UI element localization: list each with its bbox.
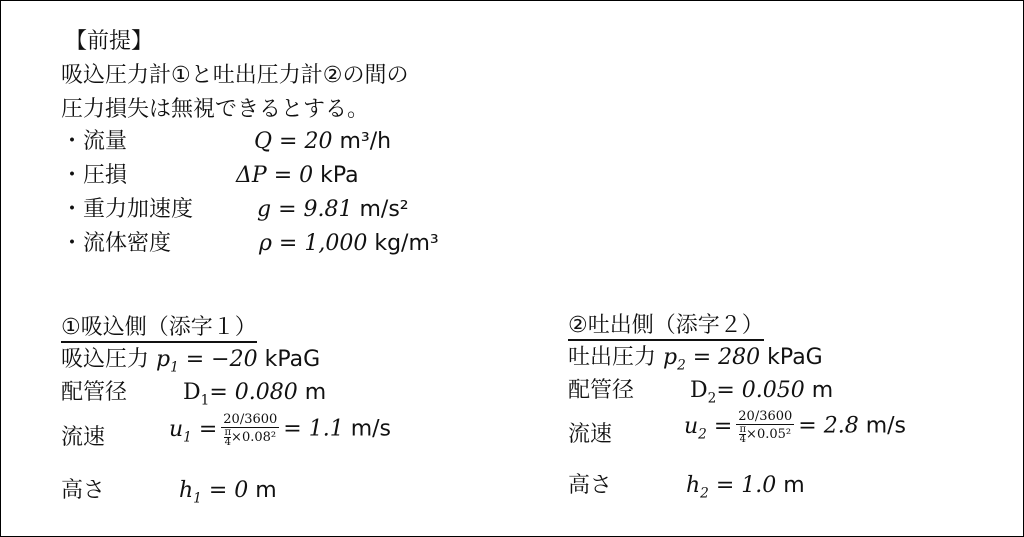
pi-numerator: π [224, 427, 232, 438]
discharge-pressure-unit: kPaG [767, 345, 823, 370]
equals-value: = 9.81 [271, 197, 360, 222]
discharge-velocity-unit: m/s [865, 413, 907, 439]
discharge-height-value: = 1.0 [708, 473, 784, 498]
condition-formula [254, 128, 391, 156]
suction-heading [61, 314, 257, 342]
suction-pressure-unit: kPaG [264, 347, 321, 372]
suction-height-unit: m [255, 478, 277, 503]
premise-line-1: 吸込圧力計①と吐出圧力計②の間の [61, 63, 409, 88]
premise-line-2: 圧力損失は無視できるとする。 [61, 97, 370, 122]
suction-velocity-value: = 1.1 [283, 416, 351, 442]
discharge-pressure-row [568, 344, 823, 379]
discharge-diameter-unit: m [811, 378, 834, 403]
suction-diameter-label: 配管径 [61, 380, 128, 405]
condition-density [61, 230, 439, 258]
suction-pressure-row [61, 346, 320, 381]
condition-label: ・流量 [61, 129, 128, 154]
discharge-diameter-value: = 0.050 [716, 378, 812, 403]
discharge-height-formula [686, 472, 805, 507]
equals-value: = 20 [272, 129, 340, 154]
u1-symbol: $u_1$ = [169, 416, 218, 445]
fraction-denominator [221, 428, 279, 447]
suction-height-value: = 0 [201, 478, 256, 503]
suction-diameter-value: = 0.080 [209, 380, 305, 405]
discharge-height-row [568, 472, 805, 502]
unit: m³/h [339, 129, 392, 154]
suction-diameter-formula [183, 379, 326, 414]
p1-symbol: $p_1$ [149, 347, 179, 376]
discharge-pressure-value: = 280 [685, 345, 768, 370]
premise-title: 【前提】 [65, 29, 154, 54]
suction-height-formula [179, 477, 277, 512]
suction-pressure-value: = −20 [178, 347, 265, 372]
h1-symbol: $h_1$ [179, 478, 202, 507]
condition-label: ・圧損 [61, 163, 128, 188]
fraction-denominator-tail: ×0.08² [231, 430, 277, 445]
pi-denominator: 4 [739, 434, 746, 445]
discharge-velocity-row [568, 409, 907, 449]
discharge-height-unit: m [783, 473, 805, 498]
suction-height-label: 高さ [61, 478, 106, 503]
discharge-velocity-formula [684, 409, 906, 448]
discharge-height-label: 高さ [568, 473, 613, 498]
equals-value: = 1,000 [271, 231, 375, 256]
unit: kPa [320, 163, 359, 188]
suction-velocity-unit: m/s [350, 416, 392, 442]
suction-height-row [61, 477, 277, 507]
condition-pressure-loss [61, 162, 359, 190]
unit: kg/m³ [374, 231, 439, 256]
symbol: ρ [259, 231, 272, 256]
condition-label: ・重力加速度 [61, 197, 194, 222]
fraction-denominator [736, 425, 794, 444]
fraction-numerator: 20/3600 [738, 409, 793, 424]
symbol: g [257, 197, 272, 222]
equals-value: = 0 [266, 163, 321, 188]
pi-denominator: 4 [224, 437, 231, 448]
suction-diameter-unit: m [304, 380, 327, 405]
velocity-fraction [736, 409, 794, 444]
suction-diameter-row [61, 379, 327, 409]
condition-label: ・流体密度 [61, 231, 172, 256]
discharge-velocity-label: 流速 [568, 422, 613, 447]
condition-gravity [61, 196, 409, 224]
condition-formula [236, 162, 359, 190]
discharge-velocity-value: = 2.8 [798, 413, 866, 439]
suction-velocity-label: 流速 [61, 425, 106, 450]
symbol: ΔP [236, 163, 267, 188]
velocity-fraction [221, 412, 279, 447]
condition-flow [61, 128, 392, 156]
unit: m/s² [359, 197, 409, 222]
d2-symbol: $D_2$ [690, 378, 717, 407]
suction-velocity-formula [169, 412, 391, 451]
h2-symbol: $h_2$ [686, 473, 709, 502]
discharge-diameter-label: 配管径 [568, 378, 635, 403]
u2-symbol: $u_2$ = [684, 413, 733, 442]
suction-pressure-label: 吸込圧力 [61, 347, 150, 372]
symbol: Q [254, 129, 273, 154]
discharge-heading-text: ②吐出側（添字２） [568, 313, 764, 341]
d1-symbol: $D_1$ [183, 380, 210, 409]
condition-formula [257, 196, 409, 224]
discharge-heading [568, 312, 764, 340]
condition-formula [259, 230, 439, 258]
suction-heading-text: ①吸込側（添字１） [61, 315, 257, 343]
fraction-denominator-tail: ×0.05² [746, 427, 792, 442]
suction-velocity-row [61, 412, 392, 452]
discharge-diameter-formula [690, 377, 833, 412]
discharge-diameter-row [568, 377, 834, 407]
p2-symbol: $p_2$ [656, 345, 686, 374]
fraction-numerator: 20/3600 [223, 412, 278, 427]
discharge-pressure-label: 吐出圧力 [568, 345, 657, 370]
pi-numerator: π [739, 424, 747, 435]
